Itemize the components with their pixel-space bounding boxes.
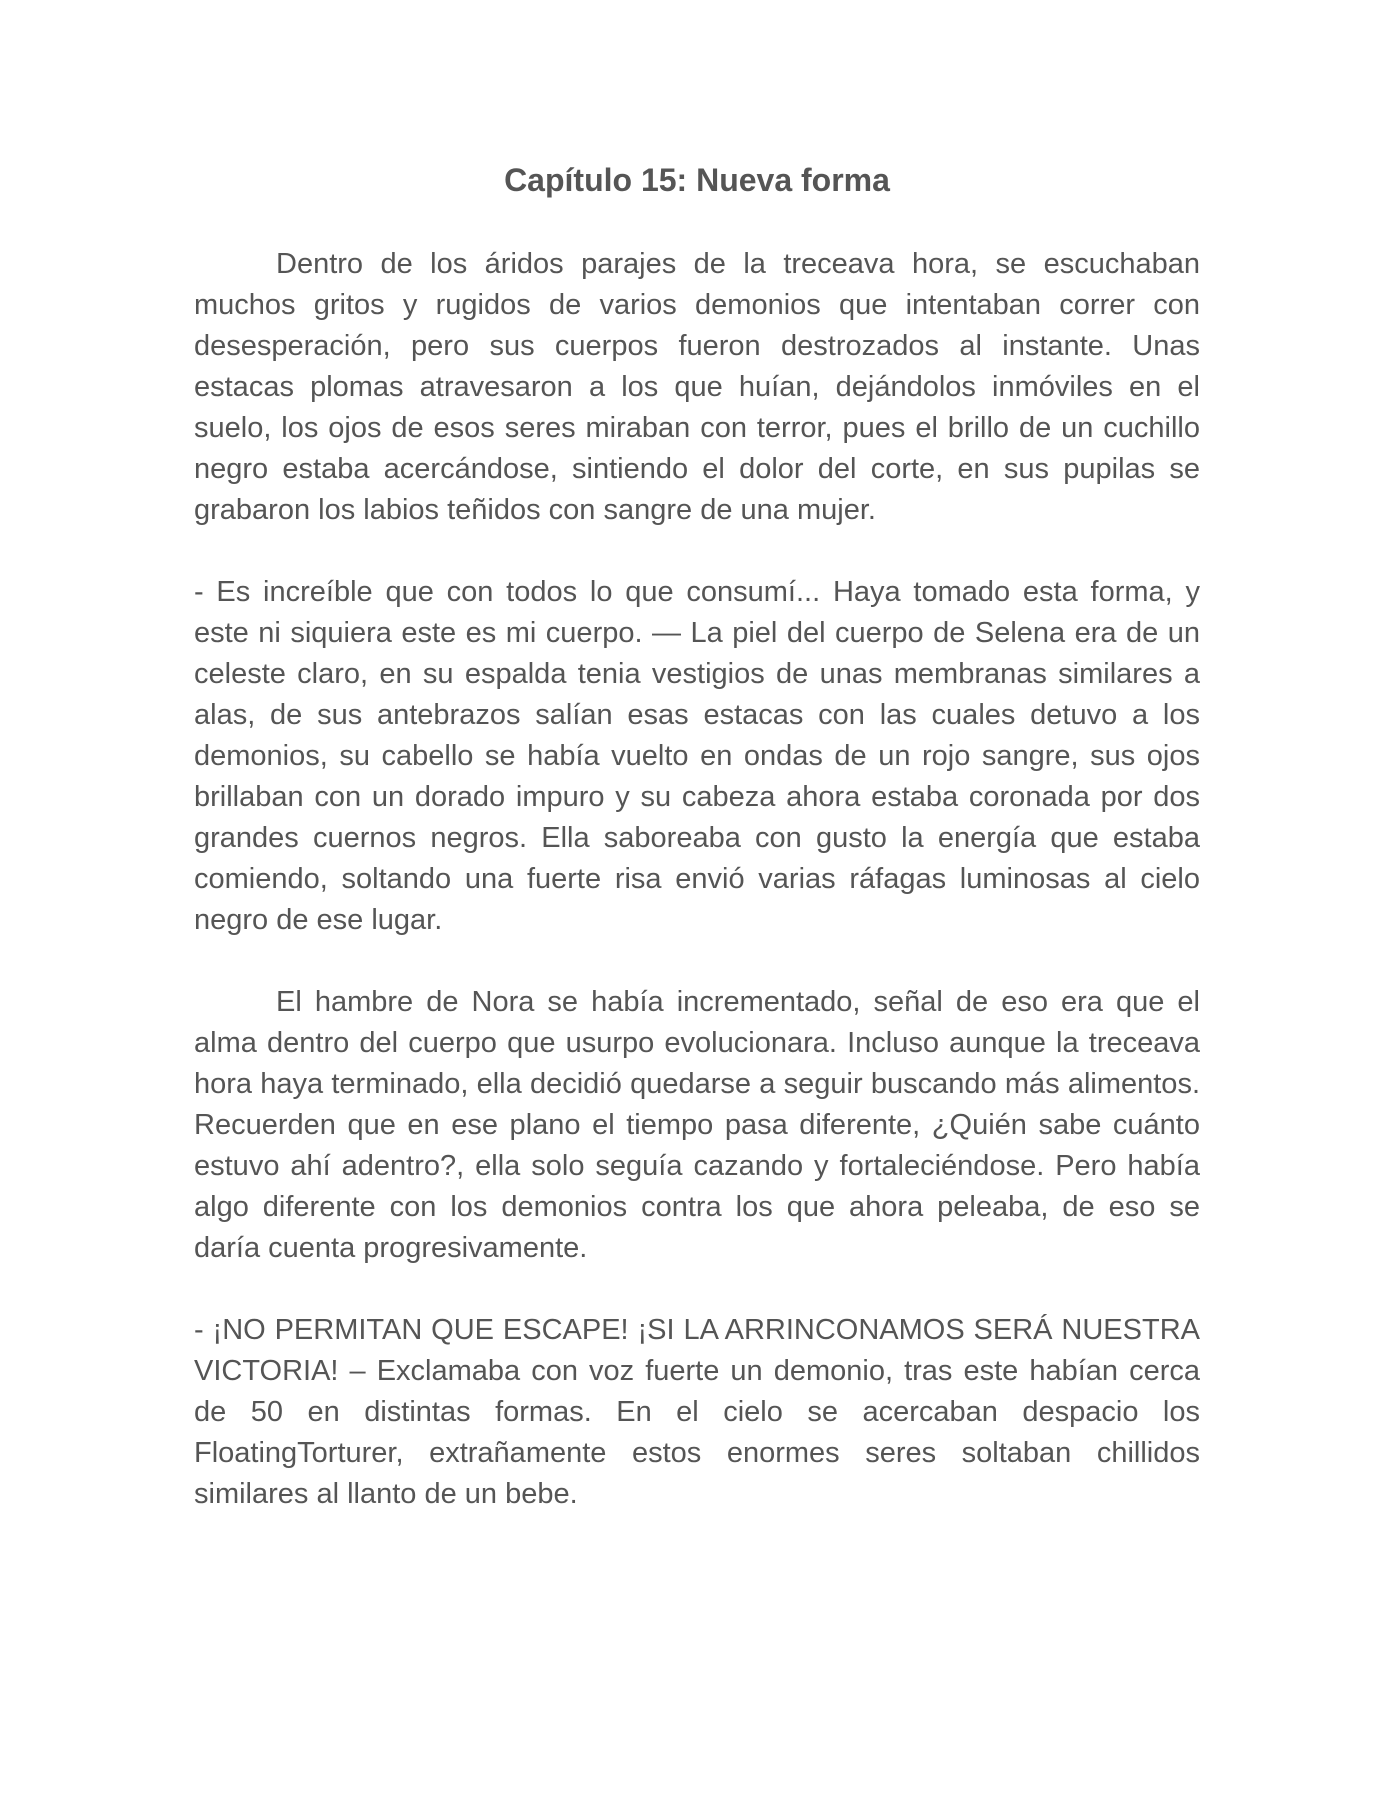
paragraph-2-dialogue: - Es increíble que con todos lo que consumí... Haya tomado esta forma, y este ni siquiera este es mi cuerpo. — La piel del cuerpo de Selena era de un celeste claro, en su espalda tenia vestigios de unas membranas similares a alas, de sus antebrazos salían esas estacas con las cuales detuvo a los demonios, su cabello se había vuelto en ondas de un rojo sangre, sus ojos brillaban con un dorado impuro y su cabeza ahora estaba coronada por dos grandes cuernos negros. Ella saboreaba con gusto la energía que estaba comiendo, soltando una fuerte risa envió varias ráfagas luminosas al cielo negro de ese lugar. [194,576,1200,936]
paragraph-1: Dentro de los áridos parajes de la treceava hora, se escuchaban muchos gritos y rugidos de varios demonios que intentaban correr con desesperación, pero sus cuerpos fueron destrozados al instante. Unas estacas plomas atravesaron a los que huían, dejándolos inmóviles en el suelo, los ojos de esos seres miraban con terror, pues el brillo de un cuchillo negro estaba acercándose, sintiendo el dolor del corte, en sus pupilas se grabaron los labios teñidos con sangre de una mujer. [194,248,1200,526]
chapter-title: Capítulo 15: Nueva forma [504,162,890,198]
paragraph-4-dialogue: - ¡NO PERMITAN QUE ESCAPE! ¡SI LA ARRINCONAMOS SERÁ NUESTRA VICTORIA! – Exclamaba con voz fuerte un demonio, tras este habían cerca de 50 en distintas formas. En el cielo se acercaban despacio los FloatingTorturer, extrañamente estos enormes seres soltaban chillidos similares al llanto de un bebe. [194,1314,1200,1510]
paragraph-3: El hambre de Nora se había incrementado, señal de eso era que el alma dentro del cuerpo que usurpo evolucionara. Incluso aunque la treceava hora haya terminado, ella decidió quedarse a seguir buscando más alimentos. Recuerden que en ese plano el tiempo pasa diferente, ¿Quién sabe cuánto estuvo ahí adentro?, ella solo seguía cazando y fortaleciéndose. Pero había algo diferente con los demonios contra los que ahora peleaba, de eso se daría cuenta progresivamente. [194,986,1200,1264]
document-body [194,158,1200,1556]
